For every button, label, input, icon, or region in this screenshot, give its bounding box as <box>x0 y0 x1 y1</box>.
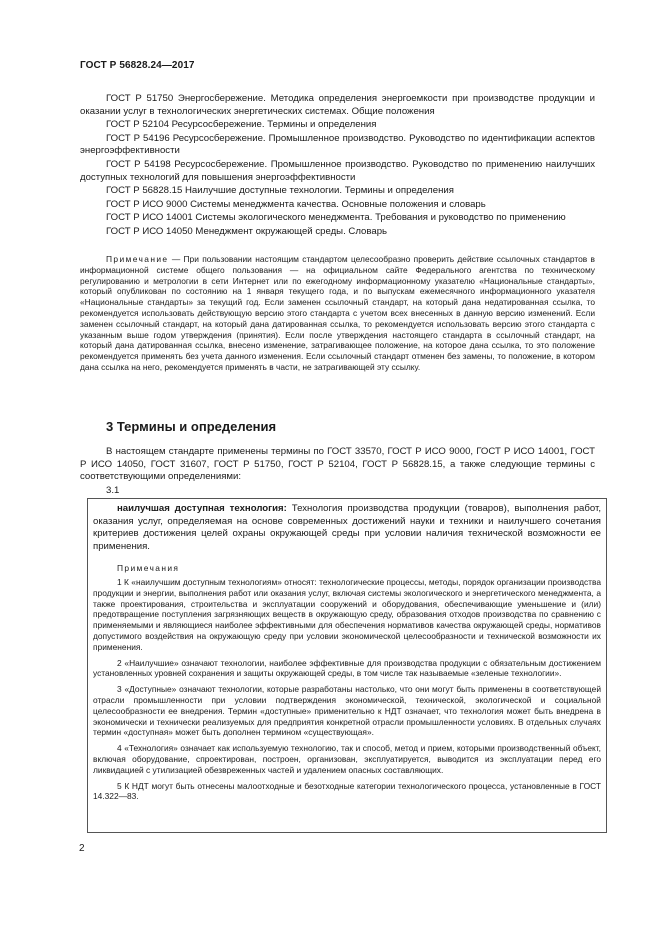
term-name: наилучшая доступная технология: <box>117 503 287 514</box>
document-header: ГОСТ Р 56828.24—2017 <box>80 60 195 71</box>
note-paragraph: 5 К НДТ могут быть отнесены малоотходные и безотходные категории технологического процесса, установленные в ГОСТ 14.322—83. <box>93 780 601 802</box>
reference-item: ГОСТ Р 56828.15 Наилучшие доступные технологии. Термины и определения <box>106 185 454 197</box>
reference-item: ГОСТ Р 52104 Ресурсосбережение. Термины и определения <box>106 119 377 131</box>
reference-item: ГОСТ Р ИСО 14001 Системы экологического менеджмента. Требования и руководство по применению <box>106 212 566 224</box>
section-intro: В настоящем стандарте применены термины по ГОСТ 33570, ГОСТ Р ИСО 9000, ГОСТ Р ИСО 14001, ГОСТ Р ИСО 14050, ГОСТ 31607, ГОСТ Р 51750, ГОСТ Р 52104, ГОСТ Р 56828.15, а также следующие термины с соответствующими определениями: <box>80 446 595 483</box>
reference-item: ГОСТ Р 54196 Ресурсосбережение. Промышленное производство. Руководство по идентификации аспектов энергоэффективности <box>80 132 595 157</box>
note-paragraph: 1 К «наилучшим доступным технологиям» относят: технологические процессы, методы, порядок организации производства продукции и энергии, выполнения работ или оказания услуг, включая системы экологического и энергетического менеджмента, а также проектирования, строительства и эксплуатации сооружений и оборудования, обеспечивающие уменьшение и (или) предотвращение поступления загрязняющих веществ в окружающую среду, образования отходов производства по сравнению с применяемыми и являющиеся наиболее эффективными для обеспечения нормативов качества окружающей среды, нормативов допустимого воздействия на окружающую среду при условии экономической целесообразности и технической возможности их применения. <box>93 577 601 652</box>
term-definition-text: Технология производства продукции (товаров), выполнения работ, оказания услуг, определяемая на основе современных достижений науки и техники и наилучшего сочетания критериев достижения целей охраны окружающей среды при условии наличия технической возможности ее применения. <box>93 503 601 552</box>
term-notes <box>93 577 601 807</box>
references-note <box>80 254 595 373</box>
reference-item: ГОСТ Р 54198 Ресурсосбережение. Промышленное производство. Руководство по применению наилучших доступных технологий для повышения энергоэффективности <box>80 158 595 183</box>
normative-references <box>80 93 595 240</box>
page-number: 2 <box>79 843 85 854</box>
notes-label: Примечания <box>117 563 180 573</box>
reference-item: ГОСТ Р ИСО 14050 Менеджмент окружающей среды. Словарь <box>106 225 388 237</box>
reference-item: ГОСТ Р 51750 Энергосбережение. Методика определения энергоемкости при производстве продукции и оказании услуг в технологических энергетических системах. Общие положения <box>80 93 595 117</box>
note-paragraph: 4 «Технология» означает как используемую технологию, так и способ, метод и прием, которыми производственный объект, включая оборудование, спроектирован, построен, организован, эксплуатируется, выводится из эксплуатации перед его ликвидацией с утилизацией обезвреженных частей и удалением опасных составляющих. <box>93 743 601 775</box>
reference-item: ГОСТ Р ИСО 9000 Системы менеджмента качества. Основные положения и словарь <box>106 198 486 210</box>
term-number: 3.1 <box>106 485 120 496</box>
section-title: 3 Термины и определения <box>106 419 277 434</box>
note-paragraph: 3 «Доступные» означают технологии, которые разработаны настолько, что они могут быть применены в соответствующей отрасли промышленности при условии подтверждения экономической, технической, экологической и социальной целесообразности ее внедрения. Термин «доступные» применительно к НДТ означает, что технология может быть внедрена в экономически и технически реализуемых для предприятия конкретной отрасли промышленности условиях. В отдельных случаях термин «доступная» может быть дополнен термином «существующая». <box>93 684 601 738</box>
note-label: Примечание <box>106 254 169 264</box>
term-definition <box>93 503 601 553</box>
note-paragraph: 2 «Наилучшие» означают технологии, наиболее эффективные для производства продукции с обязательным достижением установленных уровней сохранения и защиты окружающей среды, в том числе так называемые «зеленые технологии». <box>93 657 601 679</box>
note-text: — При пользовании настоящим стандартом целесообразно проверить действие ссылочных стандартов в информационной системе общего пользования — на официальном сайте Федерального агентства по техническому регулированию и метрологии в сети Интернет или по ежегодному информационному указателю «Национальные стандарты», который опубликован по состоянию на 1 января текущего года, и по выпускам ежемесячного информационного указателя «Национальные стандарты» за текущий год. Если заменен ссылочный стандарт, на который дана недатированная ссылка, то рекомендуется использовать действующую версию этого стандарта с учетом всех внесенных в данную версию изменений. Если заменен ссылочный стандарт, на который дана датированная ссылка, то рекомендуется использовать версию этого стандарта с указанным выше годом утверждения (принятия). Если после утверждения настоящего стандарта в ссылочный стандарт, на который дана датированная ссылка, внесено изменение, затрагивающее положение, на которое дана ссылка, то это положение рекомендуется применять без учета данного изменения. Если ссылочный стандарт отменен без замены, то положение, в котором дана ссылка на него, рекомендуется применять в части, не затрагивающей эту ссылку. <box>80 254 595 372</box>
